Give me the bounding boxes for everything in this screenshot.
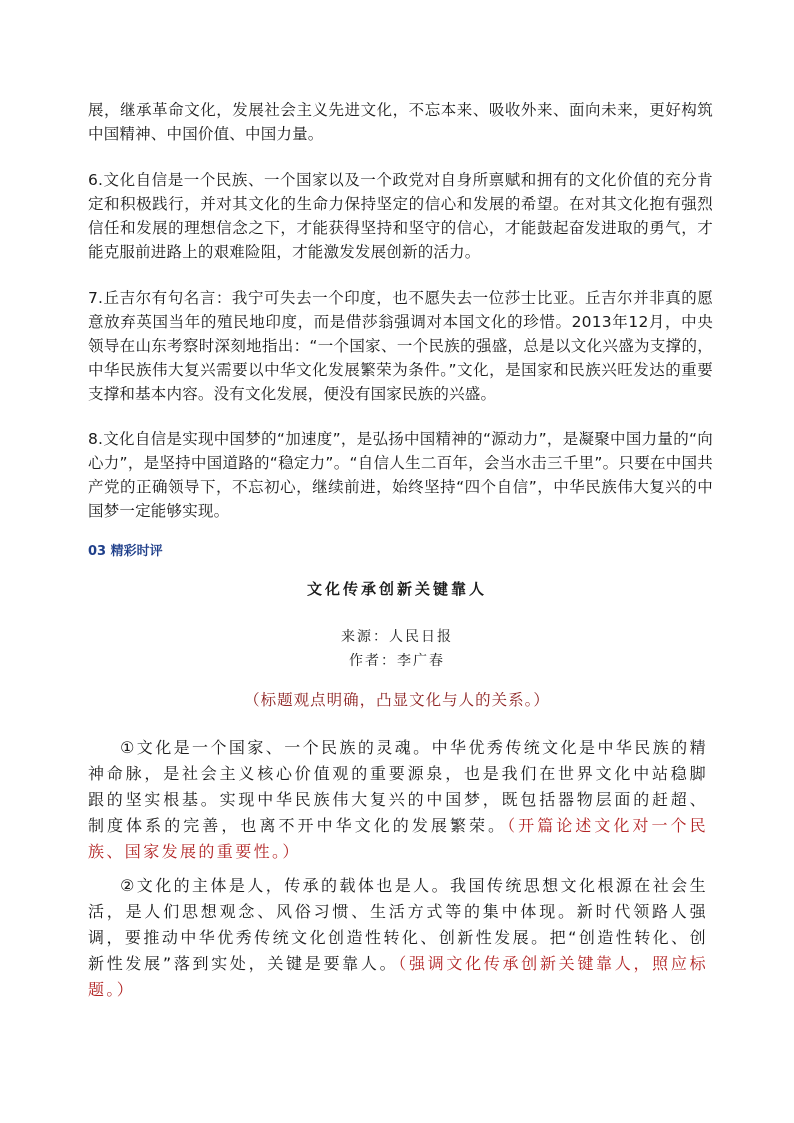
essay-paragraph-1 <box>88 735 708 865</box>
paragraph-7: 7.丘吉尔有句名言：我宁可失去一个印度，也不愿失去一位莎士比亚。丘吉尔并非真的愿意放弃英国当年的殖民地印度，而是借莎翁强调对本国文化的珍惜。2013年12月，中央领导在山东考察时深刻地指出：“一个国家、一个民族的强盛，总是以文化兴盛为支撑的，中华民族伟大复兴需要以中华文化发展繁荣为条件。”文化，是国家和民族兴旺发达的重要支撑和基本内容。没有文化发展，便没有国家民族的兴盛。 <box>88 289 713 403</box>
essay-paragraph-2-text: ②文化的主体是人，传承的载体也是人。我国传统思想文化根源在社会生活，是人们思想观念、风俗习惯、生活方式等的集中体现。新时代领路人强调，要推动中华优秀传统文化创造性转化、创新性发展。把“创造性转化、创新性发展”落到实处，关键是要靠人。 <box>88 876 708 973</box>
article-title: 文化传承创新关键靠人 <box>306 580 487 598</box>
paragraph-8: 8.文化自信是实现中国梦的“加速度”，是弘扬中国精神的“源动力”，是凝聚中国力量的“向心力”，是坚持中国道路的“稳定力”。“自信人生二百年，会当水击三千里”。只要在中国共产党的正确领导下，不忘初心，继续前进，始终坚持“四个自信”，中华民族伟大复兴的中国梦一定能够实现。 <box>88 430 713 520</box>
article-author: 作者：李广春 <box>349 653 445 669</box>
title-comment: （标题观点明确，凸显文化与人的关系。） <box>244 691 550 709</box>
article-source: 来源：人民日报 <box>341 629 453 645</box>
essay-paragraph-2-comment: （强调文化传承创新关键靠人，照应标题。） <box>88 954 708 999</box>
essay-paragraph-1-text: ①文化是一个国家、一个民族的灵魂。中华优秀传统文化是中华民族的精神命脉，是社会主义核心价值观的重要源泉，也是我们在世界文化中站稳脚跟的坚实根基。实现中华民族伟大复兴的中国梦，既包括器物层面的赶超、制度体系的完善，也离不开中华文化的发展繁荣。 <box>88 738 708 835</box>
essay-paragraph-2 <box>88 873 708 1003</box>
essay-paragraph-1-comment: （开篇论述文化对一个民族、国家发展的重要性。） <box>88 816 708 861</box>
paragraph-6: 6.文化自信是一个民族、一个国家以及一个政党对自身所禀赋和拥有的文化价值的充分肯定和积极践行，并对其文化的生命力保持坚定的信心和发展的希望。在对其文化抱有强烈信任和发展的理想信念之下，才能获得坚持和坚守的信心，才能鼓起奋发进取的勇气，才能克服前进路上的艰难险阻，才能激发发展创新的活力。 <box>88 171 713 261</box>
paragraph-continued: 展，继承革命文化，发展社会主义先进文化，不忘本来、吸收外来、面向未来，更好构筑中国精神、中国价值、中国力量。 <box>88 101 713 143</box>
section-heading: 03 精彩时评 <box>88 544 163 559</box>
